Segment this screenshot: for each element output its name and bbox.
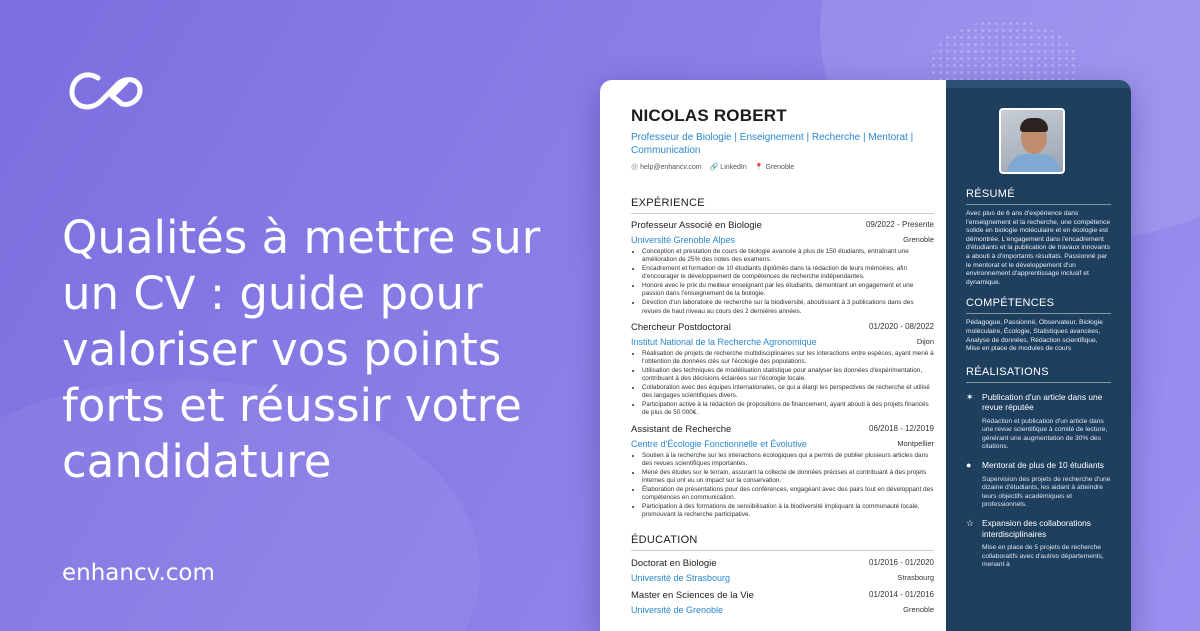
contact-linkedin[interactable]: 🔗 LinkedIn (709, 164, 747, 171)
job-company: Institut National de la Recherche Agronomique (631, 336, 817, 347)
job-dates: 09/2022 - Presente (865, 220, 934, 229)
bullet: • Direction d'un laboratoire de recherche sur la biodiversité, aboutissant à 3 publications dans des revues de haut niveau au cours des 2 dernières années. (642, 299, 934, 316)
job-location: Dijon (916, 336, 934, 346)
location-pin-icon: 📍 (754, 164, 764, 171)
job-role: Assistant de Recherche (631, 423, 732, 435)
achievement-title: Mentorat de plus de 10 étudiants (982, 460, 1104, 471)
magic-wand-icon: ✶ (966, 391, 974, 402)
job-role: Chercheur Postdoctoral (631, 321, 731, 333)
bullet: • Conception et prestation de cours de biologie avancée à plus de 150 étudiants, entraînant une amélioration de 25% des notes des examens. (642, 248, 934, 265)
contact-location: 📍 Grenoble (754, 164, 795, 171)
section-heading-experience: EXPÉRIENCE (631, 197, 934, 214)
at-icon: @ (631, 163, 639, 171)
achievement-desc: Supervision des projets de recherche d'une dizaine d'étudiants, les aidant à atteindre leurs objectifs académiques et professionnels. (982, 475, 1111, 509)
edu-degree: Doctorat en Biologie (631, 557, 717, 569)
profile-photo (999, 108, 1065, 174)
contact-row (631, 163, 934, 171)
job-entry (631, 220, 934, 316)
summary-text: Avec plus de 6 ans d'expérience dans l'enseignement et la recherche, une compétence solide en biologie moléculaire et en écologie est démontrée. L'engagement dans l'encadrement d'étudiants et la publication de travaux innovants a abouti à d'importants résultats. Passionné par le mentorat et le développement d'un environnement d'apprentissage inclusif et dynamique. (966, 210, 1111, 286)
job-dates: 06/2018 - 12/2019 (869, 423, 934, 433)
achievement-item (966, 392, 1111, 452)
job-company: Centre d'Écologie Fonctionnelle et Évolutive (631, 438, 807, 449)
skills-text: Pédagogue, Passionné, Observateur, Biologie moléculaire, Écologie, Statistiques avancées, Analyse de données, Rédaction scientifique, Mise en place de modules de cours (966, 319, 1103, 353)
edu-school: Université de Grenoble (631, 604, 724, 615)
achievement-desc: Mise en place de 5 projets de recherche collaboratifs avec d'autres départements, menant à (982, 544, 1104, 569)
achievement-title: Publication d'un article dans une revue réputée (982, 391, 1103, 413)
job-entry (631, 322, 934, 418)
section-heading-education: ÉDUCATION (631, 534, 934, 551)
resume-sidebar (946, 80, 1131, 631)
section-heading-skills: COMPÉTENCES (966, 297, 1111, 314)
achievement-item (966, 460, 1111, 509)
section-heading-achievements: RÉALISATIONS (966, 366, 1111, 383)
bullet: • Soutien à la recherche sur les interactions écologiques qui a permis de publier plusieurs articles dans des revues scientifiques importantes. (642, 452, 934, 469)
education-entry (631, 558, 934, 583)
resume-title: Professeur de Biologie | Enseignement | Recherche | Mentorat | Communication (631, 132, 914, 156)
resume-preview (600, 80, 1131, 631)
edu-school: Université de Strasbourg (631, 572, 731, 583)
bullet: • Utilisation des techniques de modélisation statistique pour analyser les données d'expérimentation, contribuant à des décisions éclairées sur l'écologie locale. (642, 367, 934, 384)
edu-dates: 01/2016 - 01/2020 (869, 557, 934, 567)
resume-name: NICOLAS ROBERT (631, 106, 787, 125)
bullet: • Mené des études sur le terrain, assurant la collecte de données précises et contribuant à des projets internes qui ont eu un impact sur la conservation. (642, 469, 934, 486)
edu-degree: Master en Sciences de la Vie (631, 589, 754, 601)
site-link[interactable]: enhancv.com (62, 560, 215, 586)
bullet: • Élaboration de présentations pour des conférences, engageant avec des pairs tout en développant des compétences en communication. (642, 486, 934, 503)
job-bullets (642, 350, 934, 418)
job-bullets (642, 248, 934, 316)
resume-main-column (600, 80, 946, 631)
job-location: Grenoble (903, 235, 934, 244)
star-icon: ☆ (966, 518, 975, 529)
edu-location: Grenoble (903, 604, 934, 614)
bullet: • Collaboration avec des équipes internationales, ce qui a élargi les perspectives de recherche et utilisé des langages scientifiques divers. (642, 384, 934, 401)
achievement-desc: Rédaction et publication d'un article dans une revue scientifique à comité de lecture, générant une augmentation de 30% des citations. (982, 417, 1108, 450)
medal-icon: ● (966, 460, 972, 471)
link-icon: 🔗 (709, 164, 719, 171)
edu-dates: 01/2014 - 01/2016 (869, 589, 934, 599)
bullet: • Participation active à la rédaction de propositions de financement, ayant abouti à des projets financés de plus de 50 000€. (642, 401, 934, 418)
edu-location: Strasbourg (897, 572, 934, 582)
bullet: • Honoré avec le prix du meilleur enseignant par les étudiants, démontrant un engagement et une passion dans l'enseignement de la biologie. (642, 282, 934, 299)
job-entry (631, 424, 934, 520)
section-heading-summary: RÉSUMÉ (966, 188, 1111, 205)
achievement-title: Expansion des collaborations interdisciplinaires (982, 518, 1091, 539)
job-bullets (642, 452, 934, 520)
bullet: • Encadrement et formation de 10 étudiants diplômés dans la rédaction de leurs mémoires, afin d'encourager le développement de compétences de recherche indépendantes. (642, 265, 934, 282)
job-location: Montpellier (897, 438, 934, 448)
job-company: Université Grenoble Alpes (631, 235, 736, 245)
bullet: • Réalisation de projets de recherche multidisciplinaires sur les interactions entre espèces, ayant mené à l'obtention de données clés sur l'écologie des populations. (642, 350, 934, 367)
headline: Qualités à mettre sur un CV : guide pour valoriser vos points forts et réussir votre candidature (62, 211, 541, 488)
job-role: Professeur Associé en Biologie (631, 220, 762, 231)
bullet: • Participation à des formations de sensibilisation à la biodiversité impliquant la communauté locale, promouvant la recherche participative. (642, 503, 934, 520)
achievement-item (966, 518, 1111, 569)
education-entry (631, 590, 934, 615)
enhancv-logo-icon[interactable] (68, 68, 146, 116)
job-dates: 01/2020 - 08/2022 (869, 321, 934, 331)
contact-email[interactable]: @ help@enhancv.com (631, 163, 702, 171)
